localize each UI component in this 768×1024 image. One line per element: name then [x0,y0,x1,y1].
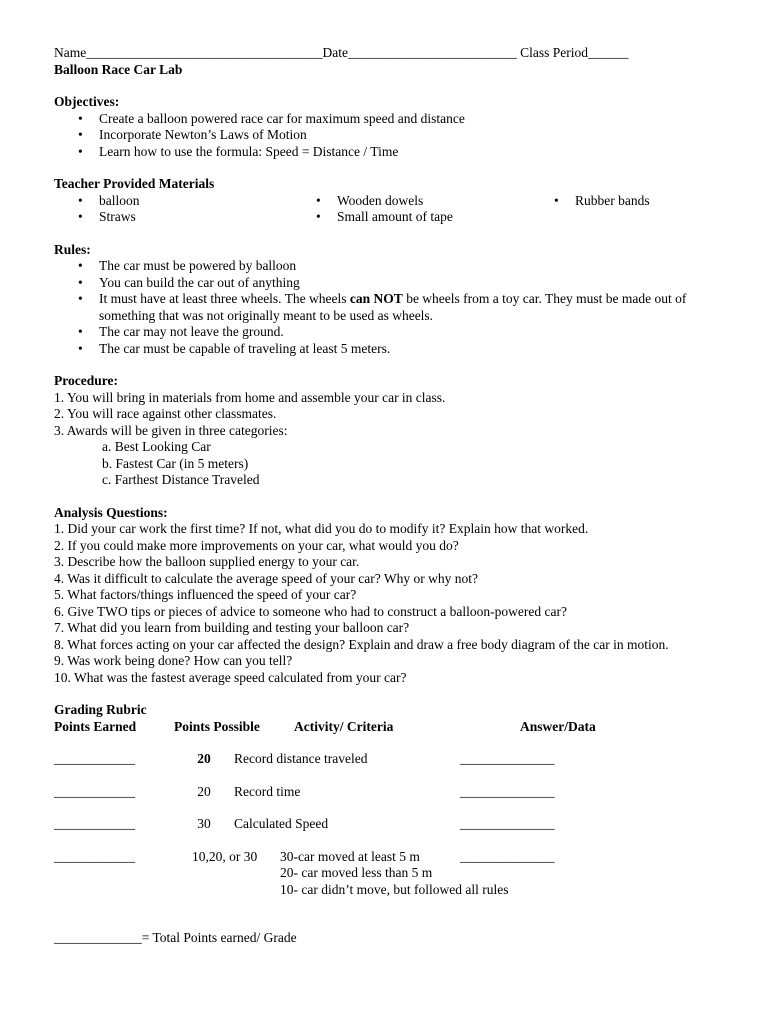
answer-blank[interactable]: ______________ [460,751,555,766]
points-earned-blank[interactable]: ____________ [54,783,135,799]
rules-heading: Rules: [54,241,91,257]
materials-section [54,176,714,226]
analysis-question: 2. If you could make more improvements on your car, what would you do? [54,537,459,553]
list-item: • Small amount of tape [292,209,530,226]
rubric-header-row [54,719,714,736]
award-category: b. Fastest Car (in 5 meters) [102,455,249,471]
answer-blank[interactable]: ______________ [460,816,555,831]
points-possible: 30 [197,816,211,831]
points-earned-blank[interactable]: ____________ [54,848,135,864]
analysis-question: 5. What factors/things influenced the speed of your car? [54,587,357,602]
points-earned-blank[interactable]: ____________ [54,751,135,766]
materials-column-1 [54,193,292,226]
analysis-question: 9. Was work being done? How can you tell? [54,653,293,668]
col-header-possible: Points Possible [174,718,260,734]
rules-section [54,242,714,358]
points-earned-blank[interactable]: ____________ [54,816,135,831]
award-category: c. Farthest Distance Traveled [102,472,260,487]
list-item: • Straws [54,209,292,226]
total-points-line[interactable]: _____________= Total Points earned/ Grade [54,930,297,945]
list-item: • Learn how to use the formula: Speed = Distance / Time [54,144,714,161]
criteria-line: 20- car moved less than 5 m [280,865,433,880]
activity-criteria: Calculated Speed [234,816,329,831]
materials-column-2 [292,193,530,226]
list-item: • Incorporate Newton’s Laws of Motion [54,127,714,144]
list-item: • The car must be capable of traveling at least 5 meters. [54,341,714,358]
list-item: • The car may not leave the ground. [54,324,714,341]
worksheet-page [54,45,714,947]
rubric-rows [54,751,714,898]
rules-list [54,258,714,357]
materials-heading: Teacher Provided Materials [54,176,215,191]
table-row [54,751,714,768]
rule-text: It must have at least three wheels. The wheels [99,291,350,306]
rule-text: be wheels from a toy car. They must be made out of something that was not originally meant to be used as wheels. [99,291,687,323]
list-item: • You can build the car out of anything [54,275,714,292]
list-item: • Rubber bands [530,193,710,210]
list-item: • The car must be powered by balloon [54,258,714,275]
col-header-answer: Answer/Data [520,718,596,734]
points-possible: 10,20, or 30 [192,848,258,864]
objectives-list [54,111,714,161]
name-date-period-line: Name___________________________________Date_________________________ Class Period______ [54,45,629,60]
materials-columns [54,193,714,226]
answer-blank[interactable]: ______________ [460,783,555,799]
col-header-activity: Activity/ Criteria [294,718,394,734]
analysis-question: 6. Give TWO tips or pieces of advice to someone who had to construct a balloon-powered car? [54,603,567,619]
table-row [54,816,714,833]
analysis-question: 3. Describe how the balloon supplied energy to your car. [54,554,360,569]
objectives-heading: Objectives: [54,94,120,109]
procedure-section [54,373,714,489]
points-possible: 20 [197,751,211,766]
table-row [54,784,714,801]
list-item: • balloon [54,193,292,210]
analysis-question: 1. Did your car work the first time? If not, what did you do to modify it? Explain how that worked. [54,521,589,536]
analysis-section [54,505,714,687]
activity-criteria-list [280,848,509,899]
points-possible: 20 [197,783,211,799]
activity-criteria: Record time [234,783,301,799]
col-header-earned: Points Earned [54,718,137,734]
analysis-question: 8. What forces acting on your car affected the design? Explain and draw a free body diagram of the car in motion. [54,636,669,652]
analysis-heading: Analysis Questions: [54,504,168,520]
list-item [54,291,714,324]
analysis-question: 4. Was it difficult to calculate the average speed of your car? Why or why not? [54,570,479,586]
procedure-step: 2. You will race against other classmates. [54,406,277,421]
award-category: a. Best Looking Car [102,439,211,454]
list-item: • Wooden dowels [292,193,530,210]
list-item: • Create a balloon powered race car for maximum speed and distance [54,111,714,128]
table-row [54,849,714,899]
materials-column-3 [530,193,710,226]
activity-criteria: Record distance traveled [234,751,368,766]
document-title: Balloon Race Car Lab [54,61,183,77]
procedure-step: 1. You will bring in materials from home and assemble your car in class. [54,389,446,405]
criteria-line: 30-car moved at least 5 m [280,848,420,864]
criteria-line: 10- car didn’t move, but followed all rules [280,881,509,897]
answer-blank[interactable]: ______________ [460,848,555,864]
rubric-section [54,702,714,947]
procedure-step: 3. Awards will be given in three categories: [54,422,288,438]
procedure-heading: Procedure: [54,373,118,388]
rule-emphasis: can NOT [349,291,403,306]
analysis-question: 7. What did you learn from building and testing your balloon car? [54,620,410,635]
analysis-question: 10. What was the fastest average speed calculated from your car? [54,669,407,685]
objectives-section [54,94,714,160]
rubric-heading: Grading Rubric [54,702,147,717]
